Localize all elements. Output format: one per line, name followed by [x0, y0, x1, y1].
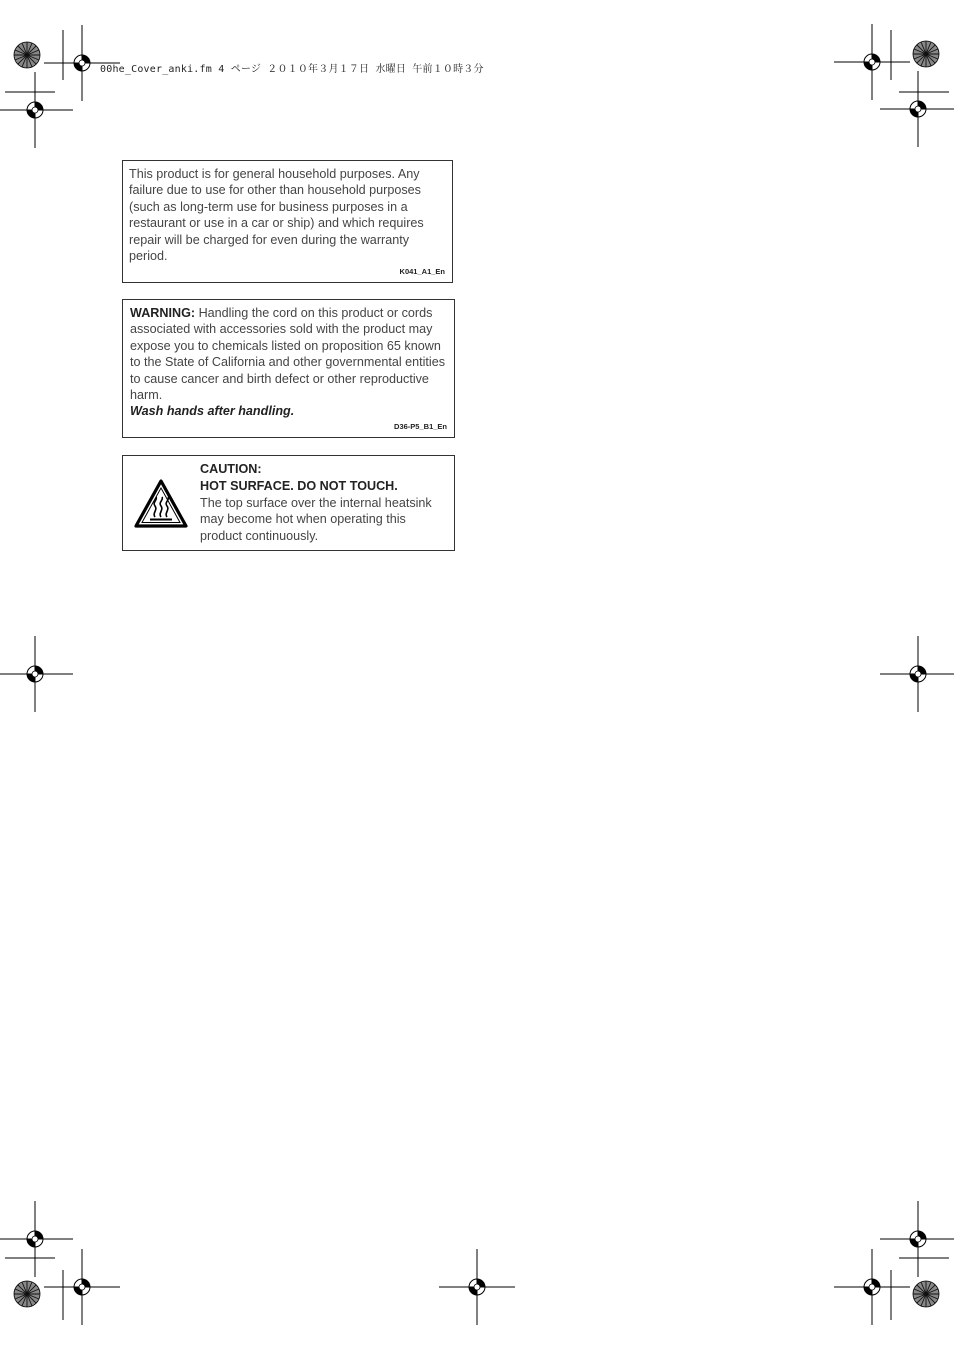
crosshair-mark-icon — [880, 1201, 954, 1277]
crosshair-mark-icon — [880, 636, 954, 712]
file-header: 00he_Cover_anki.fm 4 ページ ２０１０年３月１７日 水曜日 午前１０時３分 — [100, 64, 484, 75]
crosshair-mark-icon — [0, 1201, 73, 1277]
crosshair-mark-icon — [0, 636, 73, 712]
household-notice-text: This product is for general household purposes. Any failure due to use for other than household purposes (such as long-term use for business purposes in a restaurant or use in a car or ship) and which requires repair will be charged for even during the warranty period. — [129, 167, 424, 264]
star-mark-icon — [913, 1281, 939, 1307]
caution-notice-box — [122, 455, 455, 551]
star-mark-icon — [14, 42, 40, 68]
warning-emphasis: Wash hands after handling. — [130, 404, 295, 419]
crosshair-mark-icon — [834, 1249, 910, 1325]
warning-notice-box — [122, 299, 455, 438]
crosshair-mark-icon — [880, 71, 954, 147]
star-mark-icon — [14, 1281, 40, 1307]
household-notice-code: K041_A1_En — [399, 267, 445, 276]
hot-surface-icon — [133, 478, 189, 530]
crosshair-mark-icon — [834, 24, 910, 100]
caution-body: The top surface over the internal heatsink may become hot when operating this product continuously. — [200, 496, 432, 543]
crosshair-mark-icon — [44, 1249, 120, 1325]
crosshair-mark-icon — [0, 72, 73, 148]
star-mark-icon — [913, 41, 939, 67]
caution-label: CAUTION: — [200, 462, 262, 476]
warning-notice-code: D36-P5_B1_En — [394, 422, 447, 431]
warning-text: Handling the cord on this product or cords associated with accessories sold with the product may expose you to chemicals listed on proposition 65 known to the State of California and other governmental entities to cause cancer and birth defect or other reproductive harm. — [130, 306, 446, 403]
warning-label: WARNING: — [130, 306, 196, 320]
caution-text-block — [200, 461, 450, 544]
caution-title: HOT SURFACE. DO NOT TOUCH. — [200, 479, 398, 493]
warning-notice-body — [130, 305, 448, 420]
crosshair-mark-icon — [439, 1249, 515, 1325]
household-notice-box — [122, 160, 453, 283]
